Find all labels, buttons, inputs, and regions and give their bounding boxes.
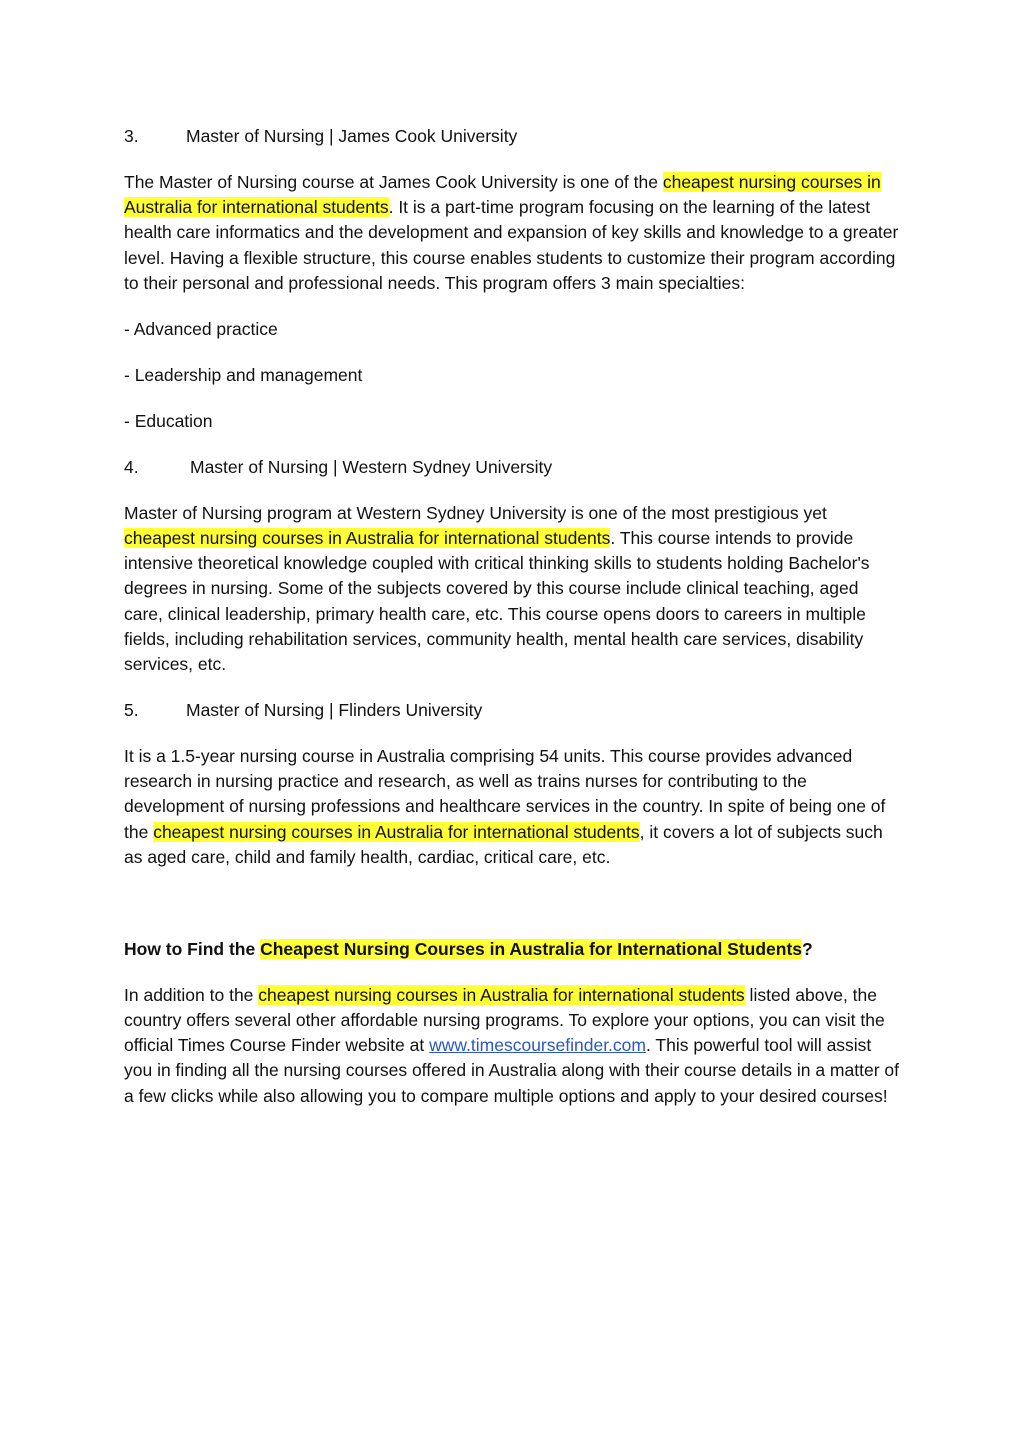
section-4-title: Master of Nursing | Western Sydney University xyxy=(190,456,553,477)
section-4-paragraph xyxy=(124,501,900,677)
section-5-highlight: cheapest nursing courses in Australia for international students xyxy=(153,821,640,842)
howto-heading xyxy=(124,937,900,962)
section-3-paragraph xyxy=(124,170,900,296)
howto-heading-text-b: ? xyxy=(802,938,813,959)
section-5-text-b: , it covers a lot of subjects such as aged care, child and family health, cardiac, critical care, etc. xyxy=(124,821,883,867)
section-4-text-a: Master of Nursing program at Western Sydney University is one of the most prestigious yet xyxy=(124,502,827,523)
section-3-text-a: The Master of Nursing course at James Cook University is one of the xyxy=(124,172,663,192)
specialty-item: - Education xyxy=(124,410,213,431)
howto-heading-text-a: How to Find the xyxy=(124,938,261,959)
section-4-number: 4. xyxy=(124,456,139,477)
section-4-text-b: . This course intends to provide intensive theoretical knowledge coupled with critical thinking skills to students holding Bachelor's degrees in nursing. Some of the subjects covered by this course include clinical teaching, aged care, clinical leadership, primary health care, etc. This course opens doors to careers in multiple fields, including rehabilitation services, community health, mental health care services, disability services, etc. xyxy=(124,528,870,675)
section-5-title: Master of Nursing | Flinders University xyxy=(186,700,483,721)
section-5-text-a: It is a 1.5-year nursing course in Australia comprising 54 units. This course provides advanced research in nursing practice and research, as well as trains nurses for contributing to the development of nursing professions and healthcare services in the country. In spite of being one of the xyxy=(124,746,886,842)
section-spacer xyxy=(124,891,900,937)
specialty-item: - Advanced practice xyxy=(124,318,278,339)
howto-text-b: listed above, the country offers several other affordable nursing programs. To explore your options, you can visit the official Times Course Finder website at xyxy=(124,984,885,1056)
section-3-title: Master of Nursing | James Cook University xyxy=(186,126,518,146)
howto-text-c: . This powerful tool will assist you in finding all the nursing courses offered in Australia along with their course details in a matter of a few clicks while also allowing you to compare multiple options and apply to your desired courses! xyxy=(124,1035,899,1106)
howto-paragraph xyxy=(124,983,900,1109)
howto-heading-highlight: Cheapest Nursing Courses in Australia for International Students xyxy=(260,938,803,959)
document-body xyxy=(124,124,900,1130)
section-3-number: 3. xyxy=(124,126,139,146)
section-4-heading xyxy=(124,455,900,480)
section-5-heading xyxy=(124,698,900,723)
howto-text-a: In addition to the xyxy=(124,984,259,1005)
section-5-number: 5. xyxy=(124,700,139,721)
times-course-finder-link[interactable]: www.timescoursefinder.com xyxy=(429,1035,646,1056)
howto-highlight: cheapest nursing courses in Australia for international students xyxy=(258,984,745,1005)
section-3-text-b: . It is a part-time program focusing on the learning of the latest health care informatics and the development and expansion of key skills and knowledge to a greater level. Having a flexible structure, this course enables students to customize their program according to their personal and professional needs. This program offers 3 main specialties: xyxy=(124,197,899,293)
specialty-item: - Leadership and management xyxy=(124,364,363,385)
section-5-paragraph xyxy=(124,744,900,870)
section-3-heading xyxy=(124,124,900,149)
section-4-highlight: cheapest nursing courses in Australia for international students xyxy=(124,528,611,549)
section-3-highlight: cheapest nursing courses in Australia for international students xyxy=(124,172,881,218)
